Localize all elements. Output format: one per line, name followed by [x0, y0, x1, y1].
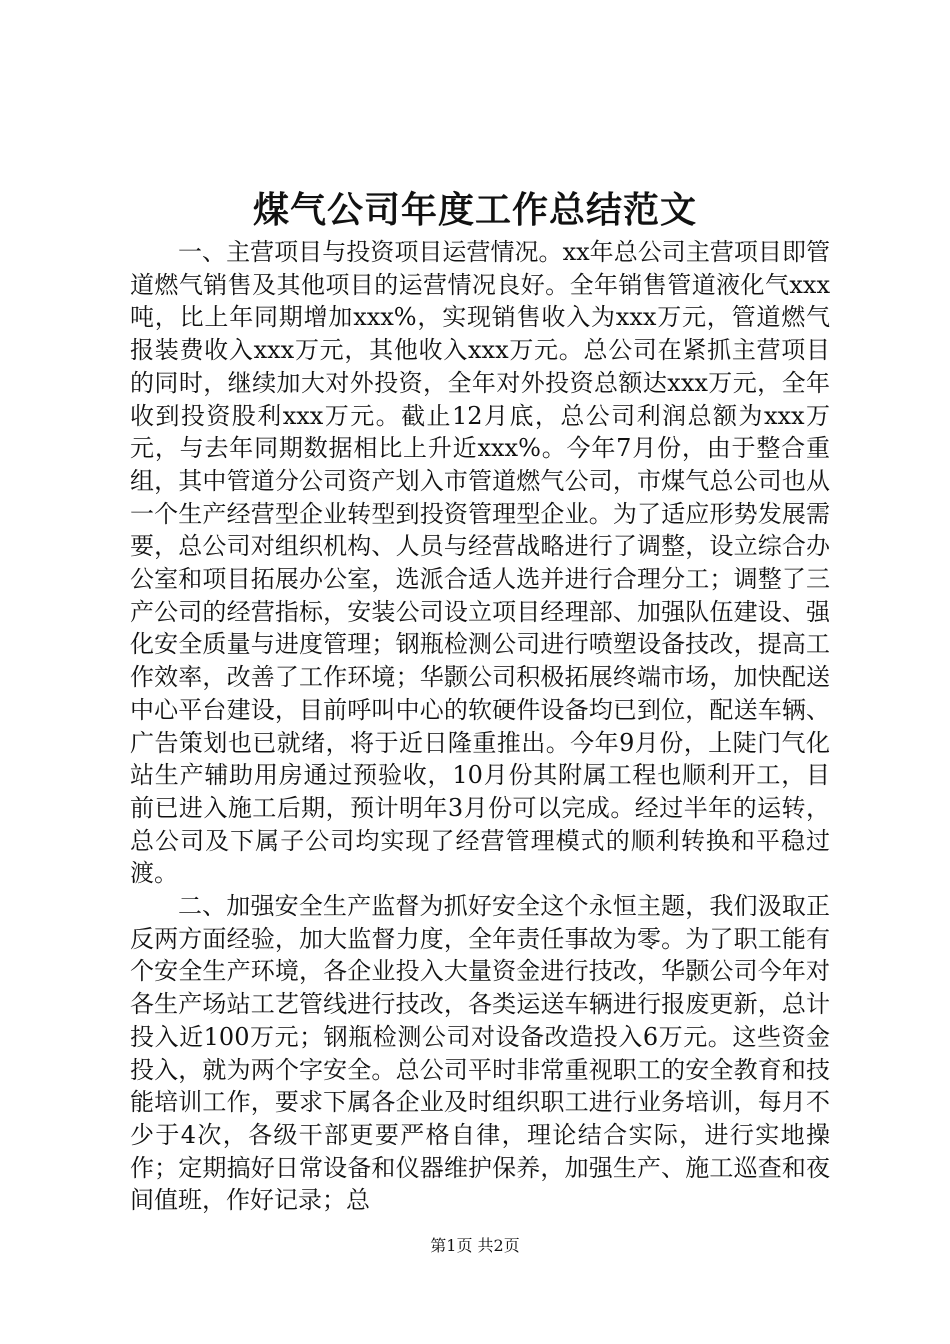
- paragraph-safety: 二、加强安全生产监督为抓好安全这个永恒主题，我们汲取正反两方面经验，加大监督力度，全年责任事故为零。为了职工能有个安全生产环境，各企业投入大量资金进行技改，华颢公司今年对各生产场站工艺管线进行技改，各类运送车辆进行报废更新，总计投入近100万元；钢瓶检测公司对设备改造投入6万元。这些资金投入，就为两个字安全。总公司平时非常重视职工的安全教育和技能培训工作，要求下属各企业及时组织职工进行业务培训，每月不少于4次，各级干部更要严格自律，理论结合实际，进行实地操作；定期搞好日常设备和仪器维护保养，加强生产、施工巡查和夜间值班，作好记录；总: [130, 892, 830, 1215]
- document-body: [130, 236, 830, 1217]
- page-footer: 第1页 共2页: [430, 1236, 520, 1255]
- paragraph-operations: 一、主营项目与投资项目运营情况。xx年总公司主营项目即管道燃气销售及其他项目的运营情况良好。全年销售管道液化气xxx吨，比上年同期增加xxx%，实现销售收入为xxx万元，管道燃气报装费收入xxx万元，其他收入xxx万元。总公司在紧抓主营项目的同时，继续加大对外投资，全年对外投资总额达xxx万元，全年收到投资股利xxx万元。截止12月底，总公司利润总额为xxx万元，与去年同期数据相比上升近xxx%。今年7月份，由于整合重组，其中管道分公司资产划入市管道燃气公司，市煤气总公司也从一个生产经营型企业转型到投资管理型企业。为了适应形势发展需要，总公司对组织机构、人员与经营战略进行了调整，设立综合办公室和项目拓展办公室，选派合适人选并进行合理分工；调整了三产公司的经营指标，安装公司设立项目经理部、加强队伍建设、强化安全质量与进度管理；钢瓶检测公司进行喷塑设备技改，提高工作效率，改善了工作环境；华颢公司积极拓展终端市场，加快配送中心平台建设，目前呼叫中心的软硬件设备均已到位，配送车辆、广告策划也已就绪，将于近日隆重推出。今年9月份，上陡门气化站生产辅助用房通过预验收，10月份其附属工程也顺利开工，目前已进入施工后期，预计明年3月份可以完成。经过半年的运转，总公司及下属子公司均实现了经营管理模式的顺利转换和平稳过渡。: [130, 238, 830, 888]
- document-title: 煤气公司年度工作总结范文: [252, 189, 697, 231]
